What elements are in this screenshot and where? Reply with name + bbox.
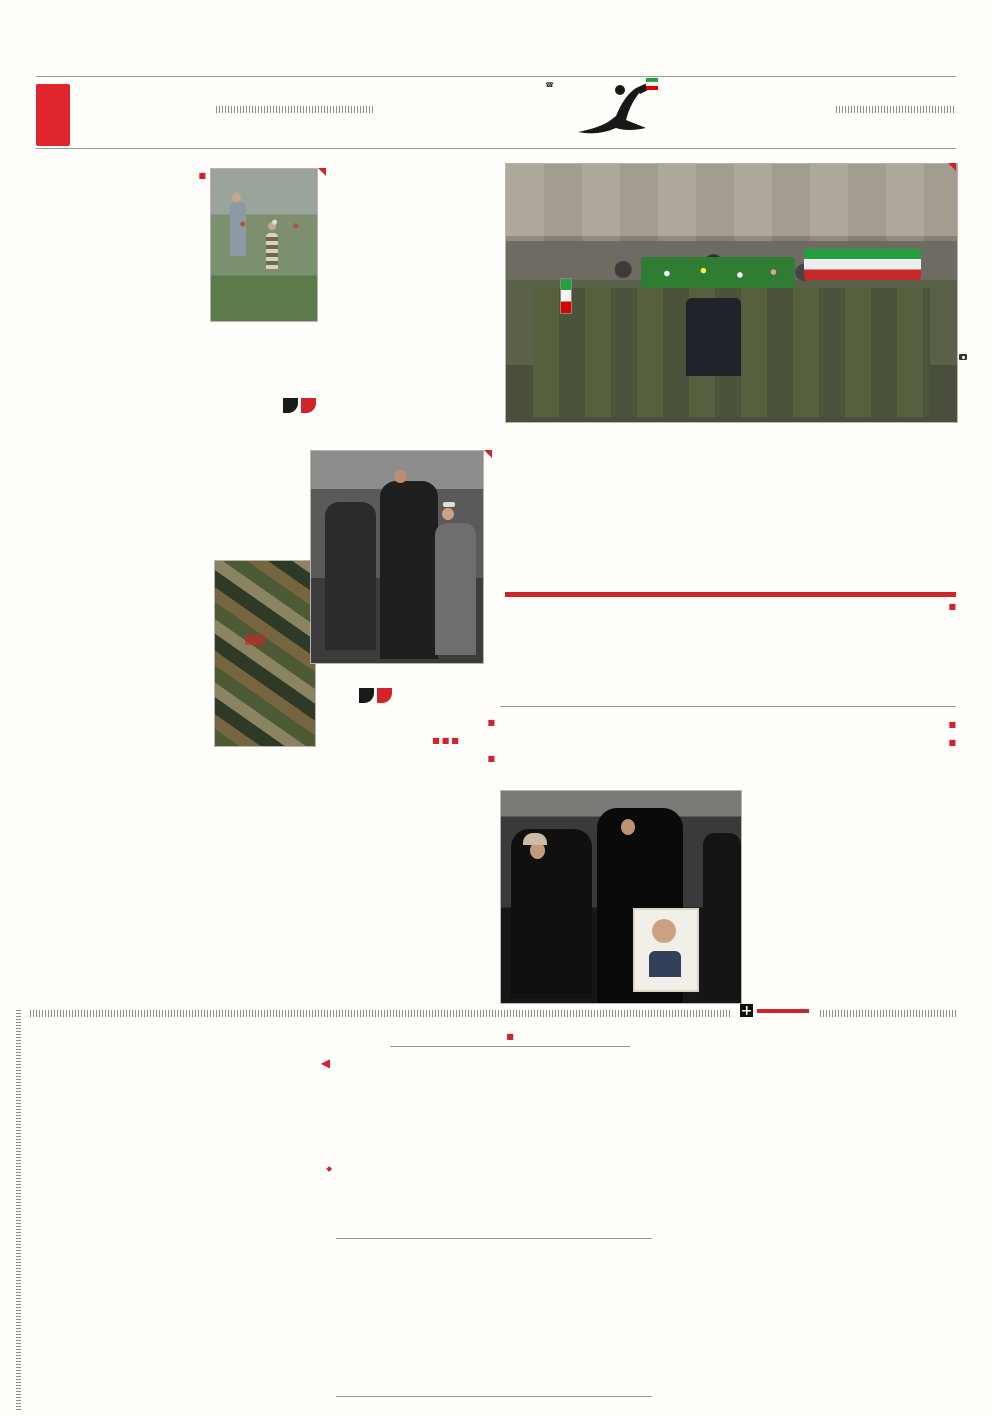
- section-logo-line1: [531, 80, 540, 81]
- sudoku-info: [228, 1056, 330, 1070]
- portrait-face: [652, 919, 676, 943]
- across-clues-block: [336, 1098, 652, 1101]
- photo2-corner-mark: [484, 450, 492, 458]
- photo-funeral-procession: [505, 163, 958, 423]
- column-child: [398, 714, 495, 1006]
- column-left3: [214, 752, 316, 1004]
- uncle-subhead: ■: [198, 171, 206, 180]
- photo-caption-corner-mark: [948, 163, 956, 171]
- photo-woman-chador-right: [703, 833, 741, 998]
- photo1-corner-mark: [318, 168, 326, 176]
- headline-red-rule: [505, 592, 956, 597]
- answer-note: [228, 1164, 332, 1173]
- photo-father-head: [232, 193, 241, 202]
- photo-elder-head: [442, 508, 454, 520]
- crossword-answer-info: [228, 1158, 332, 1173]
- column-wife: [745, 714, 956, 1006]
- diamond-marker-icon: ◆: [326, 1164, 332, 1173]
- clues-divider: [336, 1238, 652, 1239]
- photo-camouflage-uniform: [214, 560, 316, 747]
- resistance-figure-illustration: [558, 76, 662, 142]
- down-clues-block: [336, 1246, 652, 1249]
- lede-bottom-rule: [500, 706, 956, 707]
- dot-separator: ■■■: [432, 736, 461, 746]
- photo-woman-face: [621, 819, 635, 835]
- jadval-dotted-rule: [30, 1010, 730, 1017]
- header-bottom-rule: [36, 148, 956, 149]
- column-left2: [118, 165, 206, 1005]
- column-left1: [30, 165, 114, 1005]
- camera-icon: [959, 352, 967, 362]
- wife-subhead2: ■: [948, 738, 956, 748]
- sudoku-title: [228, 1056, 330, 1070]
- photo-mourner-head: [394, 470, 407, 483]
- child-subhead: ■: [487, 754, 495, 764]
- designer-rule: [390, 1046, 630, 1047]
- seven-subhead: ■: [487, 718, 495, 727]
- jadval-dotted-rule-right: [820, 1010, 956, 1017]
- photo-woman-chador-left: [511, 829, 593, 999]
- lede-paragraph: [500, 616, 956, 702]
- photo-coffin-flag: [804, 249, 921, 280]
- contact-line: [545, 81, 554, 89]
- clues-bottom-rule: [336, 1396, 652, 1397]
- quote2-marks-icon: [310, 688, 392, 703]
- portrait-shoulders: [649, 951, 681, 977]
- photo-officer-dark-uniform: [686, 298, 740, 375]
- photo-village-background: [211, 215, 317, 233]
- left-margin-dotted-rule: [16, 1010, 21, 1410]
- column-strip: [520, 714, 738, 784]
- wife-subhead: ■: [948, 720, 956, 729]
- phone-icon: ☎: [545, 81, 554, 89]
- jadval-tab-label: [757, 1009, 809, 1013]
- designer-bullet: ■: [506, 1032, 514, 1041]
- photo-coffin: [641, 257, 794, 291]
- photo-girl-scarf: [523, 833, 547, 845]
- photo-mourning-men: [310, 450, 484, 664]
- brand-logo: [36, 84, 70, 146]
- column-child-intro-top: [415, 660, 495, 700]
- photo-coffin-flowers: [645, 259, 790, 289]
- photo-family-mourning: [500, 790, 742, 1004]
- photo-uniform-patch: [245, 635, 265, 645]
- jadval-tab: [740, 1004, 809, 1017]
- photo-mourner-left: [325, 502, 377, 650]
- crossword-icon: [740, 1004, 753, 1017]
- quote-marks-icon: [214, 398, 316, 413]
- photo-elder-father: [435, 523, 476, 654]
- photo-martyr-portrait: [633, 908, 699, 993]
- header-dotted-fill-left: [836, 106, 956, 113]
- header-dotted-fill-right: [216, 106, 374, 113]
- byline: [788, 602, 956, 612]
- byline-bullet: ■: [948, 602, 956, 611]
- pull-quote-2: [310, 688, 392, 707]
- photo-elder-cap: [443, 502, 455, 507]
- photo-mourner-center: [380, 481, 438, 659]
- photo-martyr-with-son: [210, 168, 318, 322]
- section-logo-block: [545, 80, 554, 89]
- pull-quote-1: [214, 398, 316, 417]
- triangle-marker-icon: ◀: [320, 1056, 330, 1070]
- header-top-rule: [36, 76, 956, 77]
- photo-buildings: [506, 164, 957, 241]
- javan-logo: [36, 84, 70, 146]
- designer-line: [380, 1032, 640, 1041]
- photo-son-figure: [266, 233, 278, 269]
- photo-iran-flag-band: [560, 278, 572, 314]
